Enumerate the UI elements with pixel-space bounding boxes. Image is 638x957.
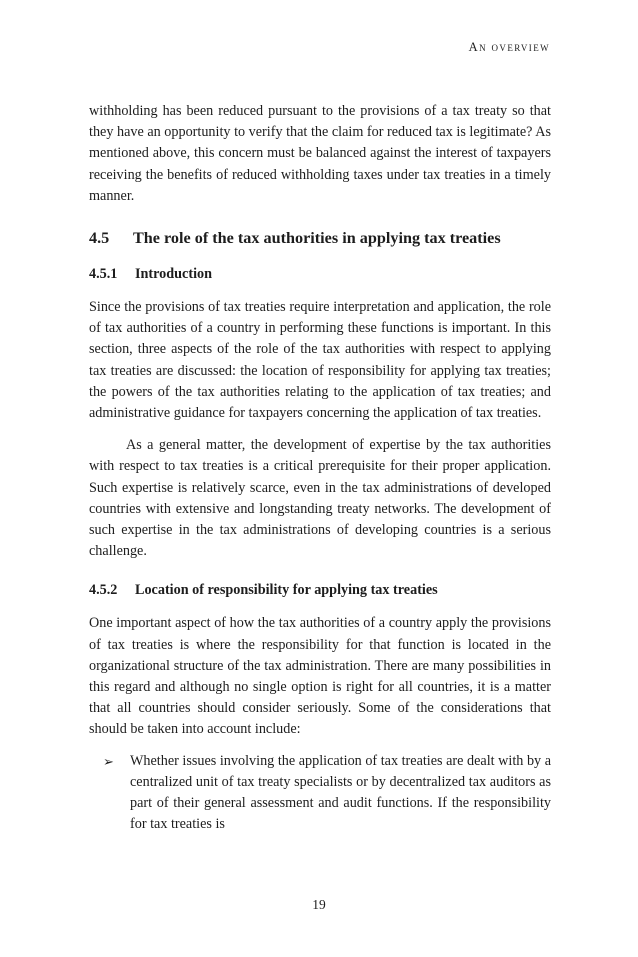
subsection-number: 4.5.2 <box>89 582 118 599</box>
list-item-text: Whether issues involving the application of tax treaties are dealt with by a centralized unit of tax treaty specialists or by decentralized tax auditors as part of their general assessment and audit functions. If the responsibility for tax treaties is <box>130 752 551 833</box>
body-content <box>89 101 551 835</box>
section-number: 4.5 <box>89 229 110 248</box>
running-head: An overview <box>468 40 550 54</box>
subsection-title: Introduction <box>135 266 212 283</box>
subsection-title: Location of responsibility for applying tax treaties <box>135 582 438 599</box>
section-heading <box>89 227 551 249</box>
page-number: 19 <box>312 897 326 912</box>
paragraph: As a general matter, the development of expertise by the tax authorities with respect to tax treaties is a critical prerequisite for their proper application. Such expertise is relatively scarce, even in the tax administrations of developed countries with extensive and longstanding treaty networks. The development of such expertise in the tax administrations of developing countries is a serious challenge. <box>89 437 551 560</box>
subsection-heading <box>89 264 551 285</box>
paragraph: Since the provisions of tax treaties require interpretation and application, the role of tax authorities of a country in performing these functions is important. In this section, three aspects of the role of the tax authorities with respect to applying tax treaties are discussed: the location of responsibility for applying tax treaties; the powers of the tax authorities relating to the application of tax treaties; and administrative guidance for taxpayers concerning the application of tax treaties. <box>89 299 551 422</box>
paragraph: One important aspect of how the tax authorities of a country apply the provisions of tax treaties is where the responsibility for that function is located in the organizational structure of the tax administration. There are many possibilities in this regard and although no single option is right for all countries, it is a matter that all countries should consider seriously. Some of the considerations that should be taken into account include: <box>89 615 551 738</box>
arrow-bullet-icon: ➢ <box>103 753 114 769</box>
section-title: The role of the tax authorities in applying tax treaties <box>133 229 501 248</box>
list-item <box>103 751 551 836</box>
subsection-number: 4.5.1 <box>89 266 118 283</box>
bullet-list <box>89 751 551 836</box>
subsection-heading <box>89 580 551 601</box>
paragraph: withholding has been reduced pursuant to the provisions of a tax treaty so that they have an opportunity to verify that the claim for reduced tax is legitimate? As mentioned above, this concern must be balanced against the interest of taxpayers receiving the benefits of reduced withholding taxes under tax treaties in a timely manner. <box>89 103 551 204</box>
